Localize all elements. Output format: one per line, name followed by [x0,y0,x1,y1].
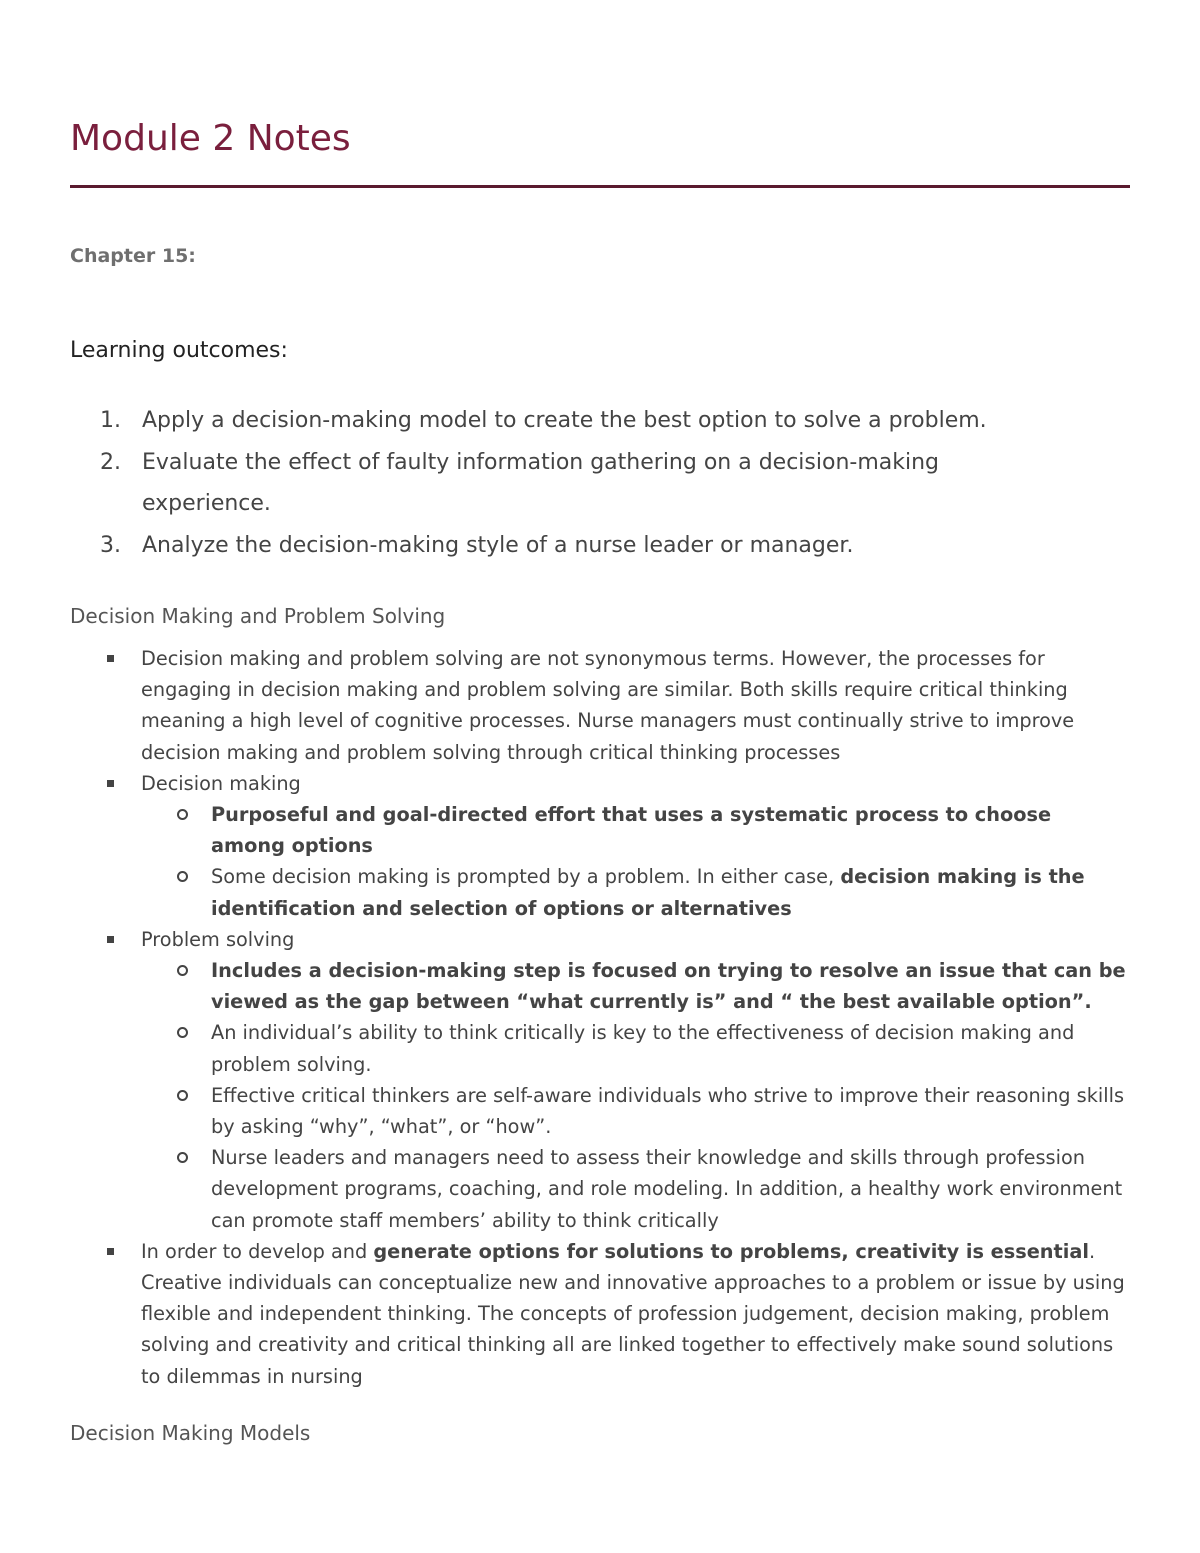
circle-bullet-icon [177,1152,188,1163]
sub-bullet-item [141,1080,1130,1142]
sub-bullet-text: Nurse leaders and managers need to assess their knowledge and skills through profession development programs, coaching, and role modeling. In addition, a healthy work environment can promote staff members’ ability to think critically [211,1146,1123,1232]
circle-bullet-icon [177,965,188,976]
square-bullet-icon [107,936,114,943]
list-item-text: Analyze the decision-making style of a nurse leader or manager. [142,532,854,558]
notes-list [70,643,1130,1392]
list-number: 1. [100,408,121,433]
sub-bullet-item [141,1142,1130,1236]
list-item-text: Apply a decision-making model to create the best option to solve a problem. [142,408,987,433]
list-number: 3. [100,532,121,558]
list-item [100,400,1060,442]
sub-list [141,799,1130,924]
sub-bullet-bold-text: decision making is the identification and selection of options or alternatives [211,865,1085,920]
list-item [100,525,1060,567]
sub-bullet-text: Purposeful and goal-directed effort that uses a systematic process to choose among options [211,803,1052,858]
bullet-text: In order to develop and [141,1239,374,1263]
circle-bullet-icon [177,871,188,882]
bullet-text: Decision making and problem solving are not synonymous terms. However, the processes for engaging in decision making and problem solving are similar. Both skills require critical thinking meaning a high level of cognitive processes. Nurse managers must continually strive to improve decision making and problem solving through critical thinking processes [141,647,1075,764]
bullet-text: . Creative individuals can conceptualize new and innovative approaches to a problem or issue by using flexible and independent thinking. The concepts of profession judgement, decision making, problem solving and creativity and critical thinking all are linked together to effectively make sound solutions to dilemmas in nursing [141,1239,1125,1388]
square-bullet-icon [107,780,114,787]
bullet-item [70,924,1130,1236]
sub-bullet-item [141,799,1130,861]
sub-bullet-item [141,861,1130,923]
learning-outcomes-list [100,400,1060,566]
circle-bullet-icon [177,1027,188,1038]
circle-bullet-icon [177,809,188,820]
bullet-text: Decision making [141,771,301,795]
page-title: Module 2 Notes [70,118,351,159]
list-item [100,442,1060,525]
circle-bullet-icon [177,1090,188,1101]
list-item-text: Evaluate the effect of faulty information gathering on a decision-making experience. [142,449,939,516]
chapter-label: Chapter 15: [70,245,196,267]
title-divider [70,185,1130,188]
bullet-text: Problem solving [141,927,295,951]
sub-bullet-text: Some decision making is prompted by a problem. In either case, [211,865,841,889]
list-number: 2. [100,449,121,475]
learning-outcomes-heading: Learning outcomes: [70,338,288,363]
sub-bullet-item [141,955,1130,1017]
sub-bullet-text: Includes a decision-making step is focused on trying to resolve an issue that can be viewed as the gap between “what currently is” and “ the best available option”. [211,959,1126,1014]
sub-bullet-text: Effective critical thinkers are self-aware individuals who strive to improve their reasoning skills by asking “why”, “what”, or “how”. [211,1083,1125,1139]
sub-bullet-item [141,1017,1130,1079]
bullet-item [70,768,1130,924]
bullet-item [70,1236,1130,1392]
sub-bullet-text: An individual’s ability to think critically is key to the effectiveness of decision making and problem solving. [211,1021,1075,1076]
square-bullet-icon [107,1248,114,1255]
square-bullet-icon [107,655,114,662]
section-heading-decision-making: Decision Making and Problem Solving [70,604,446,628]
section-heading-decision-models: Decision Making Models [70,1421,311,1445]
bullet-item [70,643,1130,768]
sub-list [141,955,1130,1236]
bullet-bold-text: generate options for solutions to problems, creativity is essential [373,1239,1089,1263]
